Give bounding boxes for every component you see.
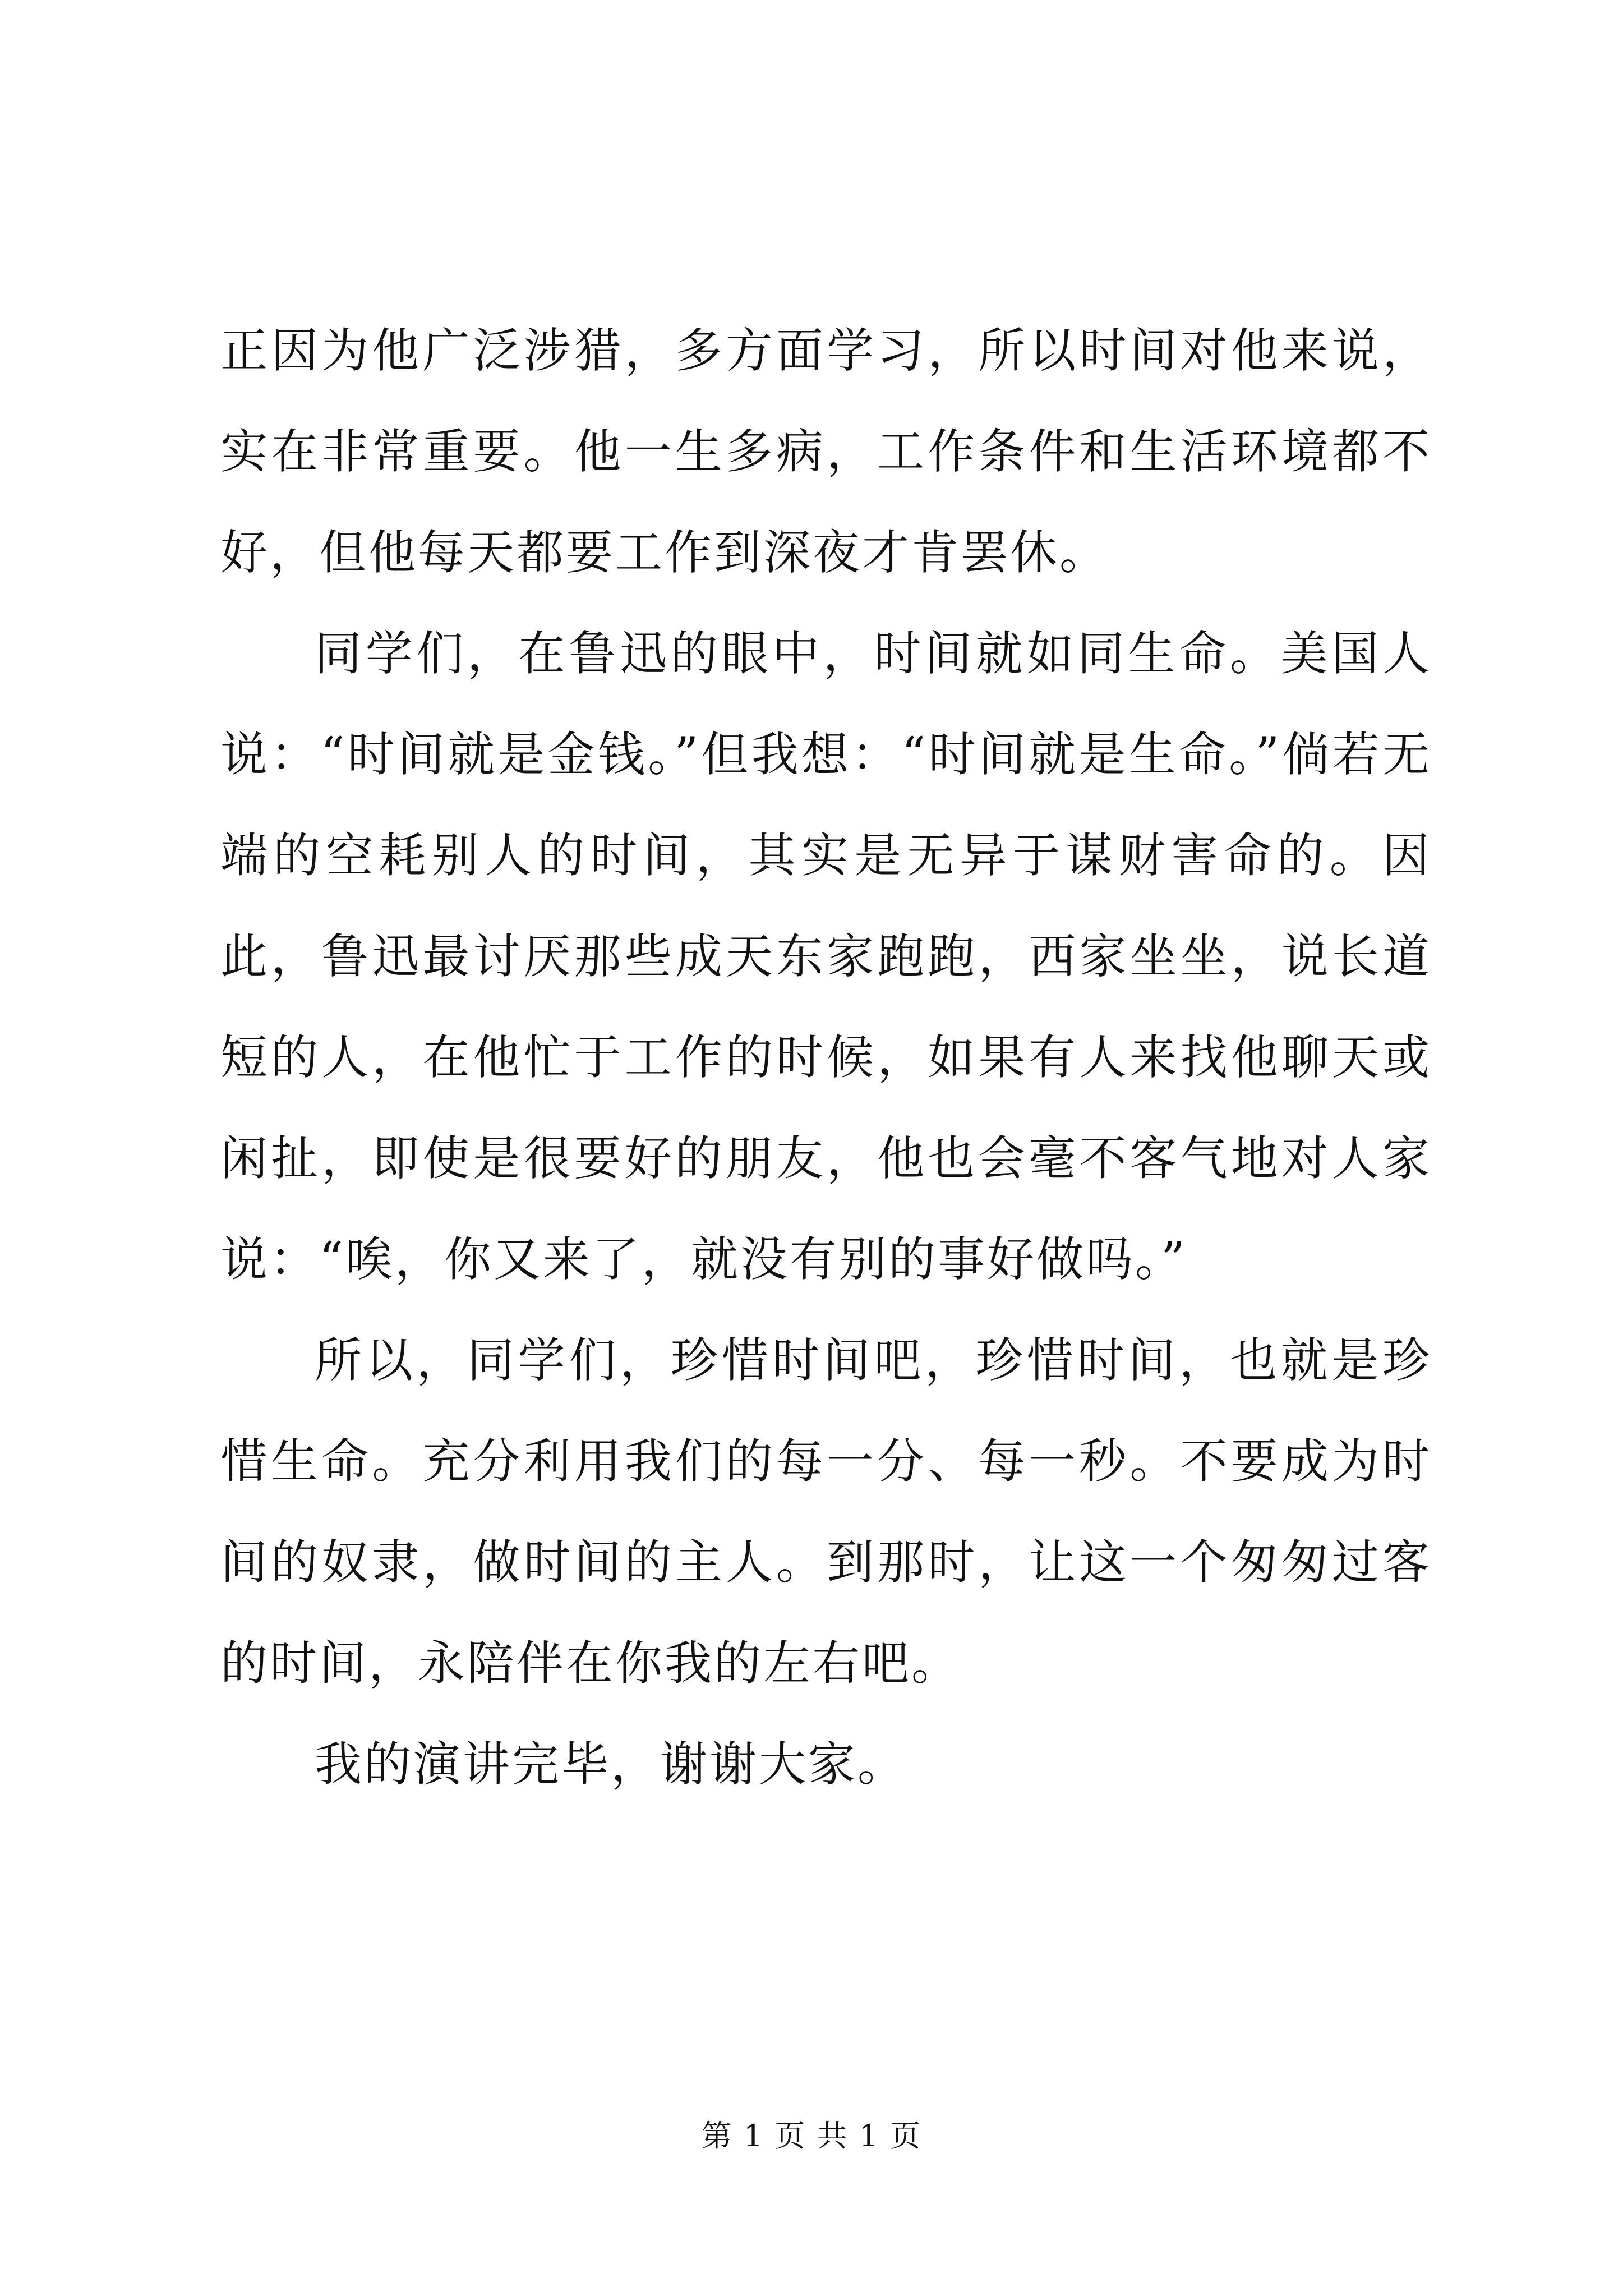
closing-paragraph: 我的演讲完毕，谢谢大家。: [315, 1737, 907, 1792]
page-footer: 第 1 页 共 1 页: [701, 2118, 922, 2154]
paragraph: 同学们，在鲁迅的眼中，时间就如同生命。美国人说：“时间就是金钱。”但我想：“时间就是生命。”倘若无端的空耗别人的时间，其实是无异于谋财害命的。因此，鲁迅最讨厌那些成天东家跑跑，西家坐坐，说长道短的人，在他忙于工作的时候，如果有人来找他聊天或闲扯，即使是很要好的朋友，他也会毫不客气地对人家说：“唉，你又来了，就没有别的事好做吗。”: [220, 626, 1432, 1287]
paragraph-continuation: 正因为他广泛涉猎，多方面学习，所以时间对他来说，实在非常重要。他一生多病，工作条件和生活环境都不好，但他每天都要工作到深夜才肯罢休。: [220, 323, 1432, 580]
paragraph: 所以，同学们，珍惜时间吧，珍惜时间，也就是珍惜生命。充分利用我们的每一分、每一秒。不要成为时间的奴隶，做时间的主人。到那时，让这一个匆匆过客的时间，永陪伴在你我的左右吧。: [220, 1333, 1432, 1691]
document-body: [220, 300, 1432, 1815]
